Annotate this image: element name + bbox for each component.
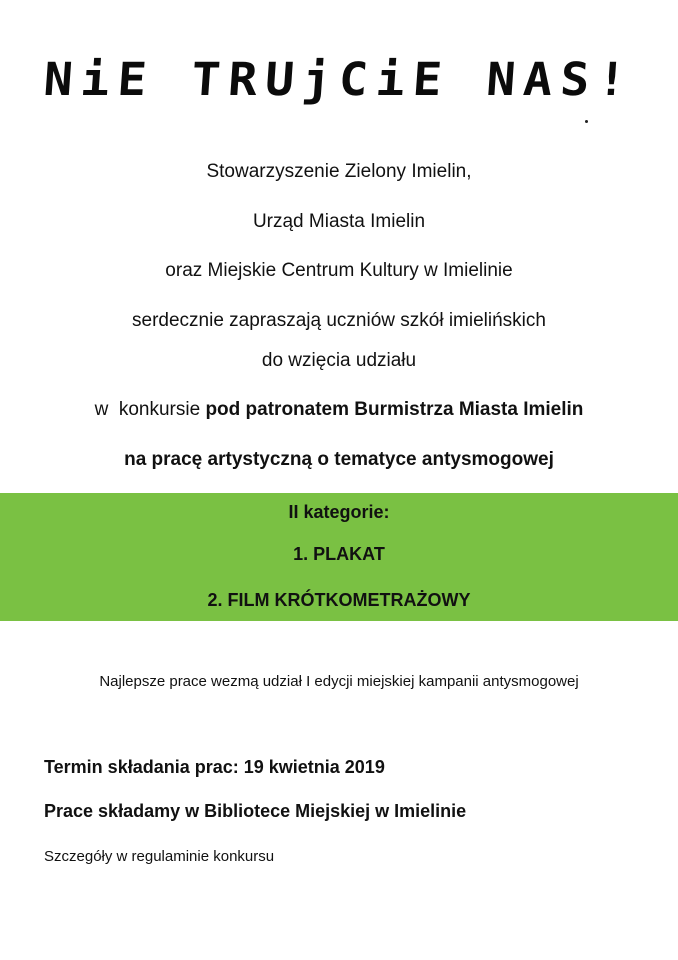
participation-line: do wzięcia udziału [261, 350, 417, 371]
contest-line [0, 398, 678, 422]
campaign-note: Najlepsze prace wezmą udział I edycji miejskiej kampanii antysmogowej [99, 673, 579, 690]
invitation-line: serdecznie zapraszają uczniów szkół imielińskich [132, 310, 546, 331]
contest-topic: na pracę artystyczną o tematyce antysmogowej [124, 449, 554, 470]
category-poster: 1. PLAKAT [293, 544, 385, 564]
organizer-line-3: oraz Miejskie Centrum Kultury w Imielinie [165, 260, 513, 281]
contest-patronage: pod patronatem Burmistrza Miasta Imielin [205, 399, 584, 420]
poster-title: NiE TRUjCiE NAS! [41, 53, 637, 107]
title-decoration [585, 120, 588, 123]
details-note: Szczegóły w regulaminie konkursu [44, 848, 275, 865]
categories-band [0, 493, 678, 621]
organizer-line-2: Urząd Miasta Imielin [252, 211, 426, 232]
categories-heading: II kategorie: [288, 502, 390, 522]
contest-prefix: w konkursie [94, 399, 206, 420]
deadline: Termin składania prac: 19 kwietnia 2019 [44, 757, 385, 777]
submission-place: Prace składamy w Bibliotece Miejskiej w Imielinie [44, 801, 467, 821]
category-short-film: 2. FILM KRÓTKOMETRAŻOWY [207, 590, 471, 610]
organizer-line-1: Stowarzyszenie Zielony Imielin, [206, 161, 472, 182]
